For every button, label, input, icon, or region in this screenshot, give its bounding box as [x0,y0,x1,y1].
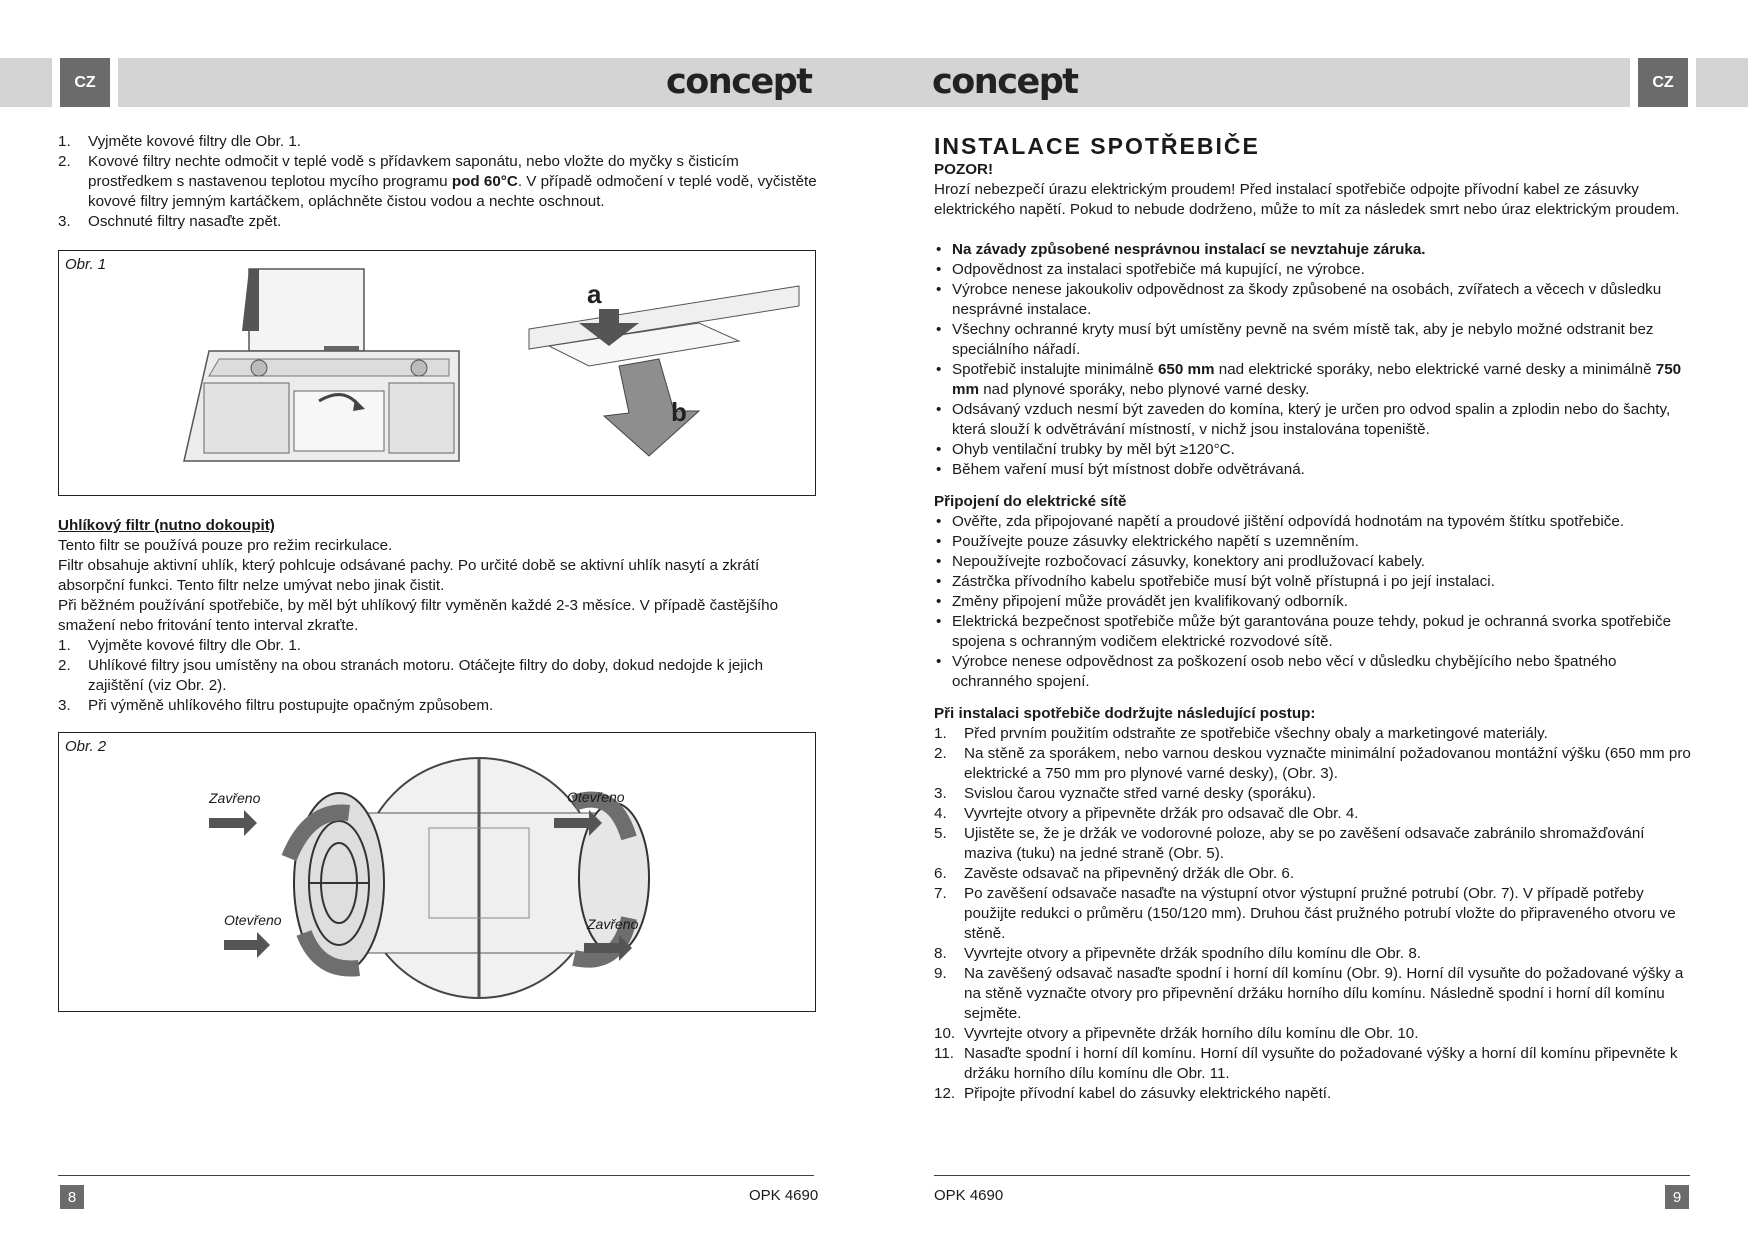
step-number: 3. [934,785,947,802]
electric-bullets [934,512,1694,692]
carbon-filter-steps [58,636,818,716]
step-number: 2. [934,745,947,762]
carbon-filter-section [58,516,818,716]
step-text: Svislou čarou vyznačte střed varné desky (sporáku). [964,785,1316,802]
motor-filter-illustration [59,733,815,1011]
list-item [58,212,818,232]
bullet-item [934,260,1694,280]
filter-cleaning-steps [58,132,818,232]
bold-text: 650 mm [1157,361,1215,378]
annotation-open: Otevřeno [567,789,625,805]
carbon-paragraph: Filtr obsahuje aktivní uhlík, který pohlcuje odsávané pachy. Po určité době se aktivní uhlík nasytí a zkrátí absorpční funkci. Tento filtr nelze umývat nebo jinak čistit. [58,557,760,594]
install-steps [934,724,1694,1104]
bold-text: Na závady způsobené nesprávnou instalací se nevztahuje záruka. [952,241,1426,258]
step-number: 7. [934,885,947,902]
bullet-text: Všechny ochranné kryty musí být umístěny pevně na svém místě tak, aby je nebylo možné odstranit bez speciálního nářadí. [952,321,1654,358]
bullet-item [934,280,1694,320]
step-number: 9. [934,965,947,982]
carbon-filter-heading: Uhlíkový filtr (nutno dokoupit) [58,517,275,534]
header-bar [0,58,1748,107]
step-text: Kovové filtry nechte odmočit v teplé vodě s přídavkem saponátu, nebo vložte do myčky s čisticím prostředkem s nastavenou teplotou mycího programu [88,153,739,190]
carbon-paragraph: Tento filtr se používá pouze pro režim recirkulace. [58,537,393,554]
page-number: 9 [1665,1185,1689,1209]
bullet-item [934,460,1694,480]
figure-label: Obr. 2 [65,738,107,755]
bullet-item [934,440,1694,460]
carbon-paragraph: Při běžném používání spotřebiče, by měl být uhlíkový filtr vyměněn každé 2-3 měsíce. V případě častějšího smažení nebo fritování tento interval zkraťte. [58,597,779,634]
footer-rule [934,1175,1690,1176]
bullet-text: nad elektrické sporáky, nebo elektrické varné desky a minimálně [1214,361,1656,378]
step-text: Uhlíkové filtry jsou umístěny na obou stranách motoru. Otáčejte filtry do doby, dokud nedojde k jejich zajištění (viz Obr. 2). [88,657,764,694]
bold-text: pod 60°C [451,173,518,190]
header-divider [110,58,118,107]
list-item [58,152,818,212]
list-item [934,824,1694,864]
bullet-item: • Ověřte, zda připojované napětí a proudové jištění odpovídá hodnotám na typovém štítku spotřebiče. [934,512,1694,532]
figure-2 [58,732,816,1012]
step-text: Vyjměte kovové filtry dle Obr. 1. [88,133,301,150]
page-number: 8 [60,1185,84,1209]
model-number: OPK 4690 [749,1187,819,1204]
step-number: 2. [58,657,71,674]
bullet-item: • Elektrická bezpečnost spotřebiče může být garantována pouze tehdy, pokud je ochranná svorka spotřebiče spojena s ochranným vodičem elektrické rozvodové sítě. [934,612,1694,652]
list-item [58,656,818,696]
annotation-open: Otevřeno [224,912,282,928]
language-badge-right: CZ [1638,58,1688,107]
step-number: 3. [58,213,71,230]
step-text: Po zavěšení odsavače nasaďte na výstupní otvor výstupní pružné potrubí (Obr. 7). V případě potřeby použijte redukci o průměru (150/120 mm). Druhou část pružného potrubí vložte do připraveného otvoru ve stěně. [964,885,1676,942]
step-number: 1. [58,133,71,150]
bullet-item: • Zástrčka přívodního kabelu spotřebiče musí být volně přístupná i po její instalaci. [934,572,1694,592]
arrow-a-label: a [587,279,602,309]
step-text: Nasaďte spodní i horní díl komínu. Horní díl vysuňte do požadované výšky a horní díl komínu připevněte k držáku horního dílu komínu dle Obr. 11. [964,1045,1678,1082]
annotation-closed: Zavřeno [587,916,639,932]
list-item [934,884,1694,944]
bullet-item [934,240,1694,260]
bullet-text: nad plynové sporáky, nebo plynové varné desky. [979,381,1310,398]
language-badge-left: CZ [60,58,110,107]
bullet-text: Ohyb ventilační trubky by měl být ≥120°C. [952,441,1235,458]
bullet-text: Během vaření musí být místnost dobře odvětrávaná. [952,461,1305,478]
step-number: 10. [934,1025,956,1042]
list-item [58,636,818,656]
list-item [58,132,818,152]
step-number: 2. [58,153,71,170]
list-item [58,696,818,716]
bullet-text: Spotřebič instalujte minimálně [952,361,1158,378]
step-text: Připojte přívodní kabel do zásuvky elektrického napětí. [964,1085,1332,1102]
figure-1 [58,250,816,496]
step-text: Na stěně za sporákem, nebo varnou deskou vyznačte minimální požadovanou montážní výšku (650 mm pro elektrické a 750 mm pro plynové varné desky), (Obr. 3). [964,745,1691,782]
model-number: OPK 4690 [934,1187,1004,1204]
step-number: 5. [934,825,947,842]
step-text: . V případě odmočení v teplé vodě, vyčistěte kovové filtry jemným kartáčkem, opláchněte čistou vodou a nechte oschnout. [88,173,817,210]
bullet-text: Odsávaný vzduch nesmí být zaveden do komína, který je určen pro odvod spalin a zplodin nebo do šachty, která slouží k odvětrávání místností, v nichž jsou instalována topeniště. [952,401,1671,438]
install-heading: Při instalaci spotřebiče dodržujte následující postup: [934,705,1316,722]
step-number: 3. [58,697,71,714]
step-text: Při výměně uhlíkového filtru postupujte opačným způsobem. [88,697,494,714]
header-divider [1688,58,1696,107]
header-divider [1630,58,1638,107]
hood-filter-illustration [59,251,815,495]
list-item [934,1084,1694,1104]
step-number: 8. [934,945,947,962]
warning-label: POZOR! [934,161,994,178]
brand-logo-right: concept [932,62,1078,102]
step-text: Vyjměte kovové filtry dle Obr. 1. [88,637,301,654]
step-text: Před prvním použitím odstraňte ze spotřebiče všechny obaly a marketingové materiály. [964,725,1548,742]
bullet-item [934,400,1694,440]
list-item [934,864,1694,884]
bullet-text: Odpovědnost za instalaci spotřebiče má kupující, ne výrobce. [952,261,1365,278]
safety-bullets [934,240,1694,480]
list-item [934,724,1694,744]
list-item [934,944,1694,964]
step-text: Zavěste odsavač na připevněný držák dle Obr. 6. [964,865,1295,882]
bullet-item: • Nepoužívejte rozbočovací zásuvky, konektory ani prodlužovací kabely. [934,552,1694,572]
bullet-item [934,360,1694,400]
list-item [934,964,1694,1024]
header-divider [52,58,60,107]
bullet-item: • Výrobce nenese odpovědnost za poškození osob nebo věcí v důsledku chybějícího nebo špatného ochranného spojení. [934,652,1694,692]
step-number: 1. [58,637,71,654]
page-title: INSTALACE SPOTŘEBIČE [934,133,1260,159]
step-number: 12. [934,1085,956,1102]
step-text: Na zavěšený odsavač nasaďte spodní i horní díl komínu (Obr. 9). Horní díl vysuňte do požadované výšky a na stěně vyznačte otvory pro připevnění držáku horního dílu komínu. Následně spodní i horní díl komínu sejměte. [964,965,1684,1022]
bullet-item: • Změny připojení může provádět jen kvalifikovaný odborník. [934,592,1694,612]
list-item [934,784,1694,804]
left-page [58,132,818,1012]
step-number: 4. [934,805,947,822]
step-text: Oschnuté filtry nasaďte zpět. [88,213,282,230]
arrow-b-label: b [671,397,687,427]
step-text: Vyvrtejte otvory a připevněte držák pro odsavač dle Obr. 4. [964,805,1359,822]
list-item [934,1044,1694,1084]
list-item [934,1024,1694,1044]
right-page [934,132,1694,1104]
step-text: Vyvrtejte otvory a připevněte držák spodního dílu komínu dle Obr. 8. [964,945,1421,962]
bullet-item: • Používejte pouze zásuvky elektrického napětí s uzemněním. [934,532,1694,552]
list-item [934,804,1694,824]
step-text: Ujistěte se, že je držák ve vodorovné poloze, aby se po zavěšení odsavače zabránilo shromažďování maziva (tuku) na jedné straně (Obr. 5). [964,825,1645,862]
brand-logo-left: concept [666,62,812,102]
bullet-item [934,320,1694,360]
step-number: 1. [934,725,947,742]
step-text: Vyvrtejte otvory a připevněte držák horního dílu komínu dle Obr. 10. [964,1025,1419,1042]
footer-rule [58,1175,814,1176]
annotation-closed: Zavřeno [209,790,261,806]
step-number: 11. [934,1045,954,1062]
figure-label: Obr. 1 [65,256,107,273]
bullet-text: Výrobce nenese jakoukoliv odpovědnost za škody způsobené na osobách, zvířatech a věcech v důsledku nesprávné instalace. [952,281,1662,318]
list-item [934,744,1694,784]
warning-text: Hrozí nebezpečí úrazu elektrickým proudem! Před instalací spotřebiče odpojte přívodní kabel ze zásuvky elektrického napětí. Pokud to nebude dodrženo, může to mít za následek smrt nebo úraz elektrickým proudem. [934,181,1680,218]
bold-text: 750 mm [952,361,1682,398]
step-number: 6. [934,865,947,882]
electric-heading: Připojení do elektrické sítě [934,493,1127,510]
